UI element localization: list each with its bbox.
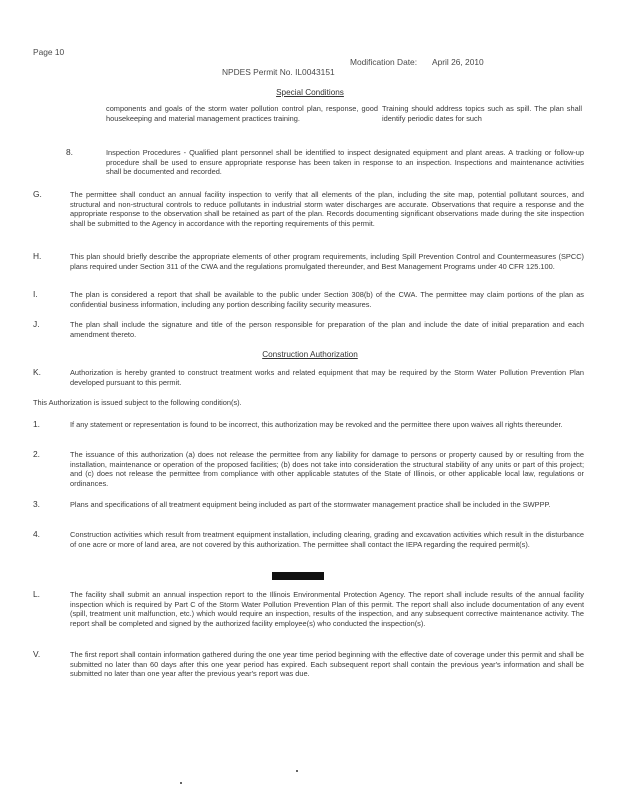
item-8-number: 8. bbox=[66, 147, 73, 157]
modification-date: April 26, 2010 bbox=[432, 57, 484, 67]
section-k-letter: K. bbox=[33, 367, 41, 377]
redaction-bar bbox=[272, 572, 324, 580]
item-8-text: Inspection Procedures - Qualified plant personnel shall be identified to inspect designated equipment and plant areas. A tracking or follow-up procedure shall be used to ensure appropriate response has been taken in response to an inspection. Inspections and maintenance activities shall be documented and recorded. bbox=[106, 148, 584, 177]
page-label: Page 10 bbox=[33, 47, 65, 57]
section-g-letter: G. bbox=[33, 189, 42, 199]
modification-date-label: Modification Date: bbox=[350, 57, 418, 67]
section-l-letter: L. bbox=[33, 589, 40, 599]
condition-2-number: 2. bbox=[33, 449, 40, 459]
condition-3-text: Plans and specifications of all treatment equipment being included as part of the stormwater management practice shall be included in the SWPPP. bbox=[70, 500, 551, 509]
condition-1-number: 1. bbox=[33, 419, 40, 429]
section-k-text: Authorization is hereby granted to construct treatment works and related equipment that may be required by the Storm Water Pollution Prevention Plan developed pursuant to this permit. bbox=[70, 368, 584, 387]
section-j-text: The plan shall include the signature and title of the person responsible for preparation of the plan and include the date of initial preparation and each amendment thereto. bbox=[70, 320, 584, 339]
section-j-letter: J. bbox=[33, 319, 40, 329]
section-i-letter: I. bbox=[33, 289, 38, 299]
condition-1-text: If any statement or representation is found to be incorrect, this authorization may be revoked and the permittee there upon waives all rights thereunder. bbox=[70, 420, 563, 429]
construction-authorization-title: Construction Authorization bbox=[262, 350, 358, 359]
continuation-right-text: Training should address topics such as spill. The plan shall identify periodic dates for such bbox=[382, 104, 582, 123]
section-g-text: The permittee shall conduct an annual facility inspection to verify that all elements of the plan, including the site map, potential pollutant sources, and structural and non-structural controls to reduce pollutants in industrial storm water discharges are accurate. Observations that require a response and the appropriate response to the observation shall be retained as part of the plan. Records documenting significant observations made during the site inspection shall be submitted to the Agency in accordance with the reporting requirements of this permit. bbox=[70, 190, 584, 228]
permit-number: NPDES Permit No. IL0043151 bbox=[222, 67, 335, 77]
condition-2-text: The issuance of this authorization (a) does not release the permittee from any liability for damage to persons or property caused by or resulting from the installation, maintenance or operation of the proposed facilities; (b) does not take into consideration the structural stability of any units or part of this project; and (c) does not release the permittee from compliance with other applicable statutes of the State of Illinois, or other applicable local law, regulations or ordinances. bbox=[70, 450, 584, 488]
scan-speck bbox=[180, 782, 182, 784]
section-h-letter: H. bbox=[33, 251, 42, 261]
condition-4-number: 4. bbox=[33, 529, 40, 539]
continuation-left-text: components and goals of the storm water pollution control plan, response, good housekeeping and material management practices training. bbox=[106, 104, 378, 123]
special-conditions-title: Special Conditions bbox=[276, 88, 344, 97]
section-i-text: The plan is considered a report that shall be available to the public under Section 308(b) of the CWA. The permittee may claim portions of the plan as confidential business information, including any portion describing facility security measures. bbox=[70, 290, 584, 309]
condition-4-text: Construction activities which result from treatment equipment installation, including clearing, grading and excavation activities which result in the disturbance of one acre or more of land area, are not covered by this authorization. The permittee shall contact the IEPA regarding the required permit(s). bbox=[70, 530, 584, 549]
section-v-text: The first report shall contain information gathered during the one year time period beginning with the effective date of coverage under this permit and shall be submitted no later than 60 days after this one year period has expired. Each subsequent report shall contain the previous year's information and shall be submitted no later than one year after the previous year's report was due. bbox=[70, 650, 584, 679]
condition-3-number: 3. bbox=[33, 499, 40, 509]
section-v-letter: V. bbox=[33, 649, 41, 659]
section-l-text: The facility shall submit an annual inspection report to the Illinois Environmental Protection Agency. The report shall include results of the annual facility inspection which is required by Part C of the Storm Water Pollution Prevention Plan of this permit. The report shall also include documentation of any event (spill, treatment unit malfunction, etc.) which would require an inspection, results of the inspection, and any subsequent corrective maintenance activity. The report shall be completed and signed by the authorized facility employee(s) who conducted the inspection(s). bbox=[70, 590, 584, 628]
scan-speck bbox=[296, 770, 298, 772]
conditions-intro: This Authorization is issued subject to the following condition(s). bbox=[33, 398, 242, 407]
section-h-text: This plan should briefly describe the appropriate elements of other program requirements, including Spill Prevention Control and Countermeasures (SPCC) plans required under Section 311 of the CWA and the regulations promulgated thereunder, and Best Management Programs under 40 CFR 125.100. bbox=[70, 252, 584, 271]
